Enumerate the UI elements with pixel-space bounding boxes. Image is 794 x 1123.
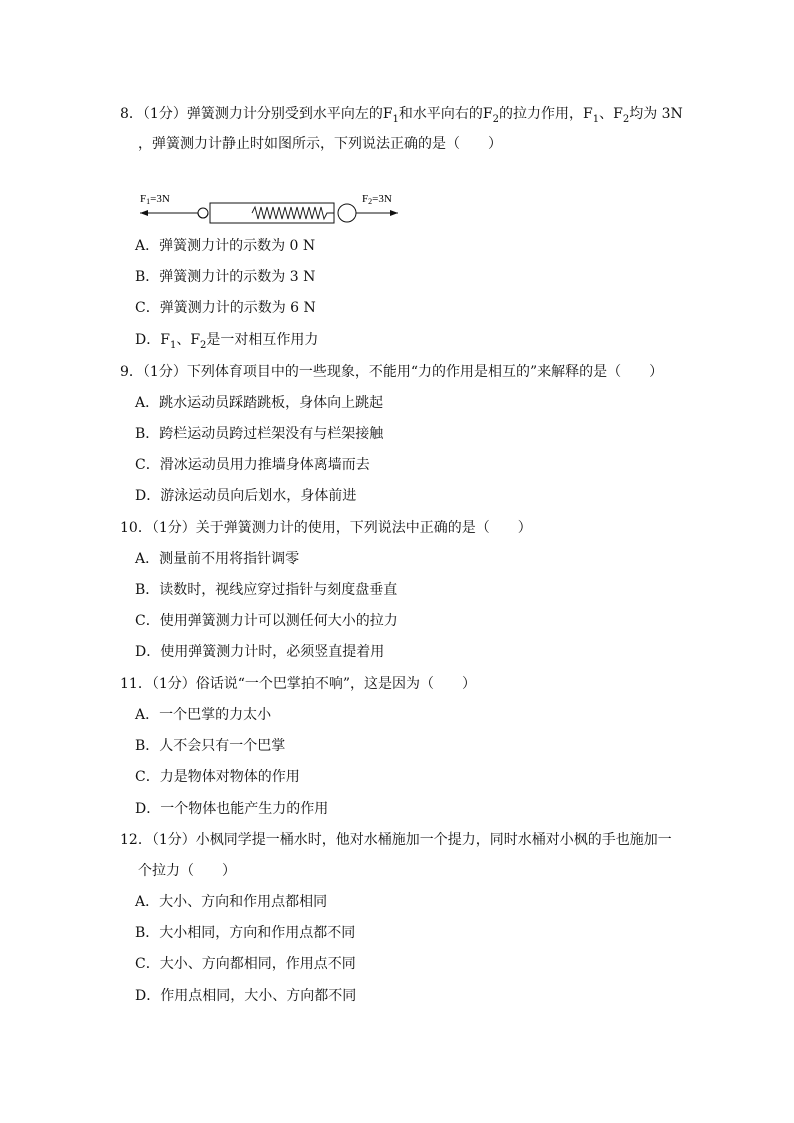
question-11-option-d[interactable]: D．一个物体也能产生力的作用 [135,801,329,817]
question-8-line-2: ，弹簧测力计静止时如图所示，下列说法正确的是（ ） [138,136,502,152]
question-11-option-b[interactable]: B．人不会只有一个巴掌 [135,738,286,754]
question-8-line-1 [120,104,683,124]
question-text: 、F [599,106,623,122]
question-8-option-c[interactable]: C．弹簧测力计的示数为 6 N [135,300,316,316]
question-10-option-a[interactable]: A．测量前不用将指针调零 [135,551,300,567]
question-9-option-a[interactable]: A．跳水运动员踩踏跳板，身体向上跳起 [135,395,384,411]
question-number: 9 [120,364,129,380]
subscript: 2 [492,113,500,125]
question-11-option-a[interactable]: A．一个巴掌的力太小 [135,707,272,723]
option-text: D．F [135,332,170,348]
question-8-option-a[interactable]: A．弹簧测力计的示数为 0 N [135,238,316,254]
f2-arrowhead [390,210,398,216]
f2-label: F2=3N [362,193,392,206]
question-12-line-1 [120,830,672,850]
subscript: 1 [592,113,600,125]
question-text: 均为 3N [629,106,683,122]
question-9-option-c[interactable]: C．滑冰运动员用力推墙身体离墙而去 [135,457,370,473]
question-11-option-c[interactable]: C．力是物体对物体的作用 [135,769,300,785]
question-number: 10 [120,520,138,536]
question-12-option-d[interactable]: D．作用点相同，大小、方向都不同 [135,988,357,1004]
question-number: 12 [120,832,138,848]
question-8-option-d[interactable] [135,330,318,350]
spring-coil [252,207,334,219]
question-10-option-d[interactable]: D．使用弹簧测力计时，必须竖直提着用 [135,644,385,660]
question-12-option-b[interactable]: B．大小相同，方向和作用点都不同 [135,925,356,941]
spring-scale-figure [136,188,406,228]
subscript: 1 [169,339,177,351]
question-text: ．（1分）俗话说“一个巴掌拍不响”，这是因为（ ） [137,676,477,692]
subscript: 2 [622,113,630,125]
question-text: ．（1分）关于弹簧测力计的使用，下列说法中正确的是（ ） [137,520,532,536]
subscript: 2 [200,339,207,351]
subscript: 1 [392,113,399,125]
question-text: 的拉力作用，F [499,106,593,122]
question-9-line-1 [120,362,663,382]
question-9-option-b[interactable]: B．跨栏运动员跨过栏架没有与栏架接触 [135,426,384,442]
question-10-option-c[interactable]: C．使用弹簧测力计可以测任何大小的拉力 [135,613,398,629]
question-12-option-a[interactable]: A．大小、方向和作用点都相同 [135,894,328,910]
question-text: ．（1分）弹簧测力计分别受到水平向左的F [128,106,393,122]
f1-arrowhead [140,210,148,216]
question-11-line-1 [120,674,476,694]
question-8-option-b[interactable]: B．弹簧测力计的示数为 3 N [135,269,316,285]
right-ring [338,204,356,222]
question-number: 8 [120,106,129,122]
question-10-option-b[interactable]: B．读数时，视线应穿过指针与刻度盘垂直 [135,582,398,598]
question-text: ．（1分）下列体育项目中的一些现象，不能用“力的作用是相互的”来解释的是（ ） [128,364,664,380]
scale-housing [210,203,334,223]
left-hook [198,213,208,218]
question-12-option-c[interactable]: C．大小、方向都相同，作用点不同 [135,956,356,972]
option-text: 是一对相互作用力 [206,332,319,348]
question-9-option-d[interactable]: D．游泳运动员向后划水，身体前进 [135,488,357,504]
question-text: 和水平向右的F [398,106,493,122]
left-ring [198,208,208,218]
question-text: ．（1分）小枫同学提一桶水时，他对水桶施加一个提力，同时水桶对小枫的手也施加一 [137,832,672,848]
option-text: 、F [176,332,201,348]
f1-label: F1=3N [140,193,170,206]
question-10-line-1 [120,518,532,538]
question-12-line-2: 个拉力（ ） [138,863,236,879]
question-number: 11 [120,676,138,692]
